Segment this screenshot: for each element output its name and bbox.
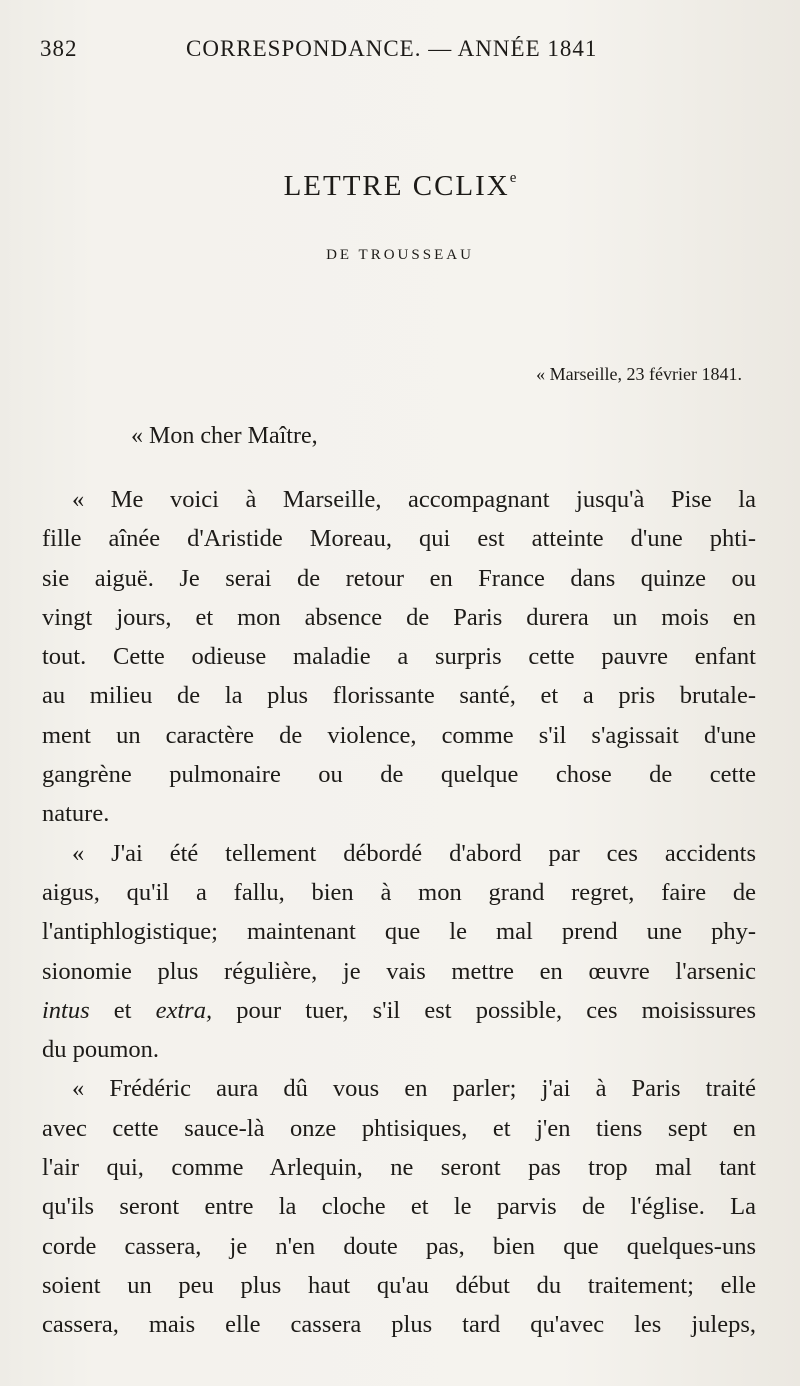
text-line: avec cette sauce-là onze phtisiques, et j'en tiens sept en [42, 1114, 756, 1142]
text-line: sie aiguë. Je serai de retour en France dans quinze ou [42, 564, 756, 592]
text-line-italic [42, 991, 756, 1030]
text-line: cassera, mais elle cassera plus tard qu'avec les juleps, [42, 1311, 756, 1339]
text-line: sionomie plus régulière, je vais mettre en œuvre l'arsenic [42, 957, 756, 985]
page-header [40, 36, 760, 66]
text-line: l'air qui, comme Arlequin, ne seront pas trop mal tant [42, 1154, 756, 1182]
text-line: gangrène pulmonaire ou de quelque chose de cette [42, 761, 756, 789]
text-line: soient un peu plus haut qu'au début du traitement; elle [42, 1271, 756, 1299]
page-number: 382 [40, 36, 78, 61]
text-line: « J'ai été tellement débordé d'abord par ces accidents [72, 839, 756, 867]
letter-dateline: « Marseille, 23 février 1841. [536, 364, 742, 384]
text-line: vingt jours, et mon absence de Paris durera un mois en [42, 603, 756, 631]
letter-title-superscript: e [509, 170, 517, 186]
text-line: du poumon. [42, 1036, 160, 1064]
text-line: corde cassera, je n'en doute pas, bien que quelques-uns [42, 1232, 756, 1260]
text-line: fille aînée d'Aristide Moreau, qui est atteinte d'une phti- [42, 525, 756, 553]
italic-word: intus [42, 996, 90, 1024]
letter-sender: DE TROUSSEAU [326, 247, 474, 263]
letter-body [42, 480, 756, 1345]
running-head: CORRESPONDANCE. — ANNÉE 1841 [186, 36, 598, 61]
italic-word: extra, [155, 996, 213, 1024]
text-line: l'antiphlogistique; maintenant que le mal prend une phy- [42, 918, 756, 946]
conjunction: et [113, 996, 132, 1024]
text-line: nature. [42, 800, 110, 828]
text-line: « Frédéric aura dû vous en parler; j'ai à Paris traité [72, 1075, 756, 1103]
text-line: au milieu de la plus florissante santé, et a pris brutale- [42, 682, 756, 710]
letter-salutation: « Mon cher Maître, [131, 423, 318, 449]
letter-title [0, 170, 800, 203]
text-line: tout. Cette odieuse maladie a surpris cette pauvre enfant [42, 643, 756, 671]
letter-title-text: LETTRE CCLIX [283, 170, 510, 202]
text-line: aigus, qu'il a fallu, bien à mon grand regret, faire de [42, 878, 756, 906]
text-line: qu'ils seront entre la cloche et le parvis de l'église. La [42, 1193, 756, 1221]
text-line: ment un caractère de violence, comme s'il s'agissait d'une [42, 721, 756, 749]
text-line: « Me voici à Marseille, accompagnant jusqu'à Pise la [72, 486, 756, 513]
line-rest: pour tuer, s'il est possible, ces moisissures [236, 996, 757, 1024]
